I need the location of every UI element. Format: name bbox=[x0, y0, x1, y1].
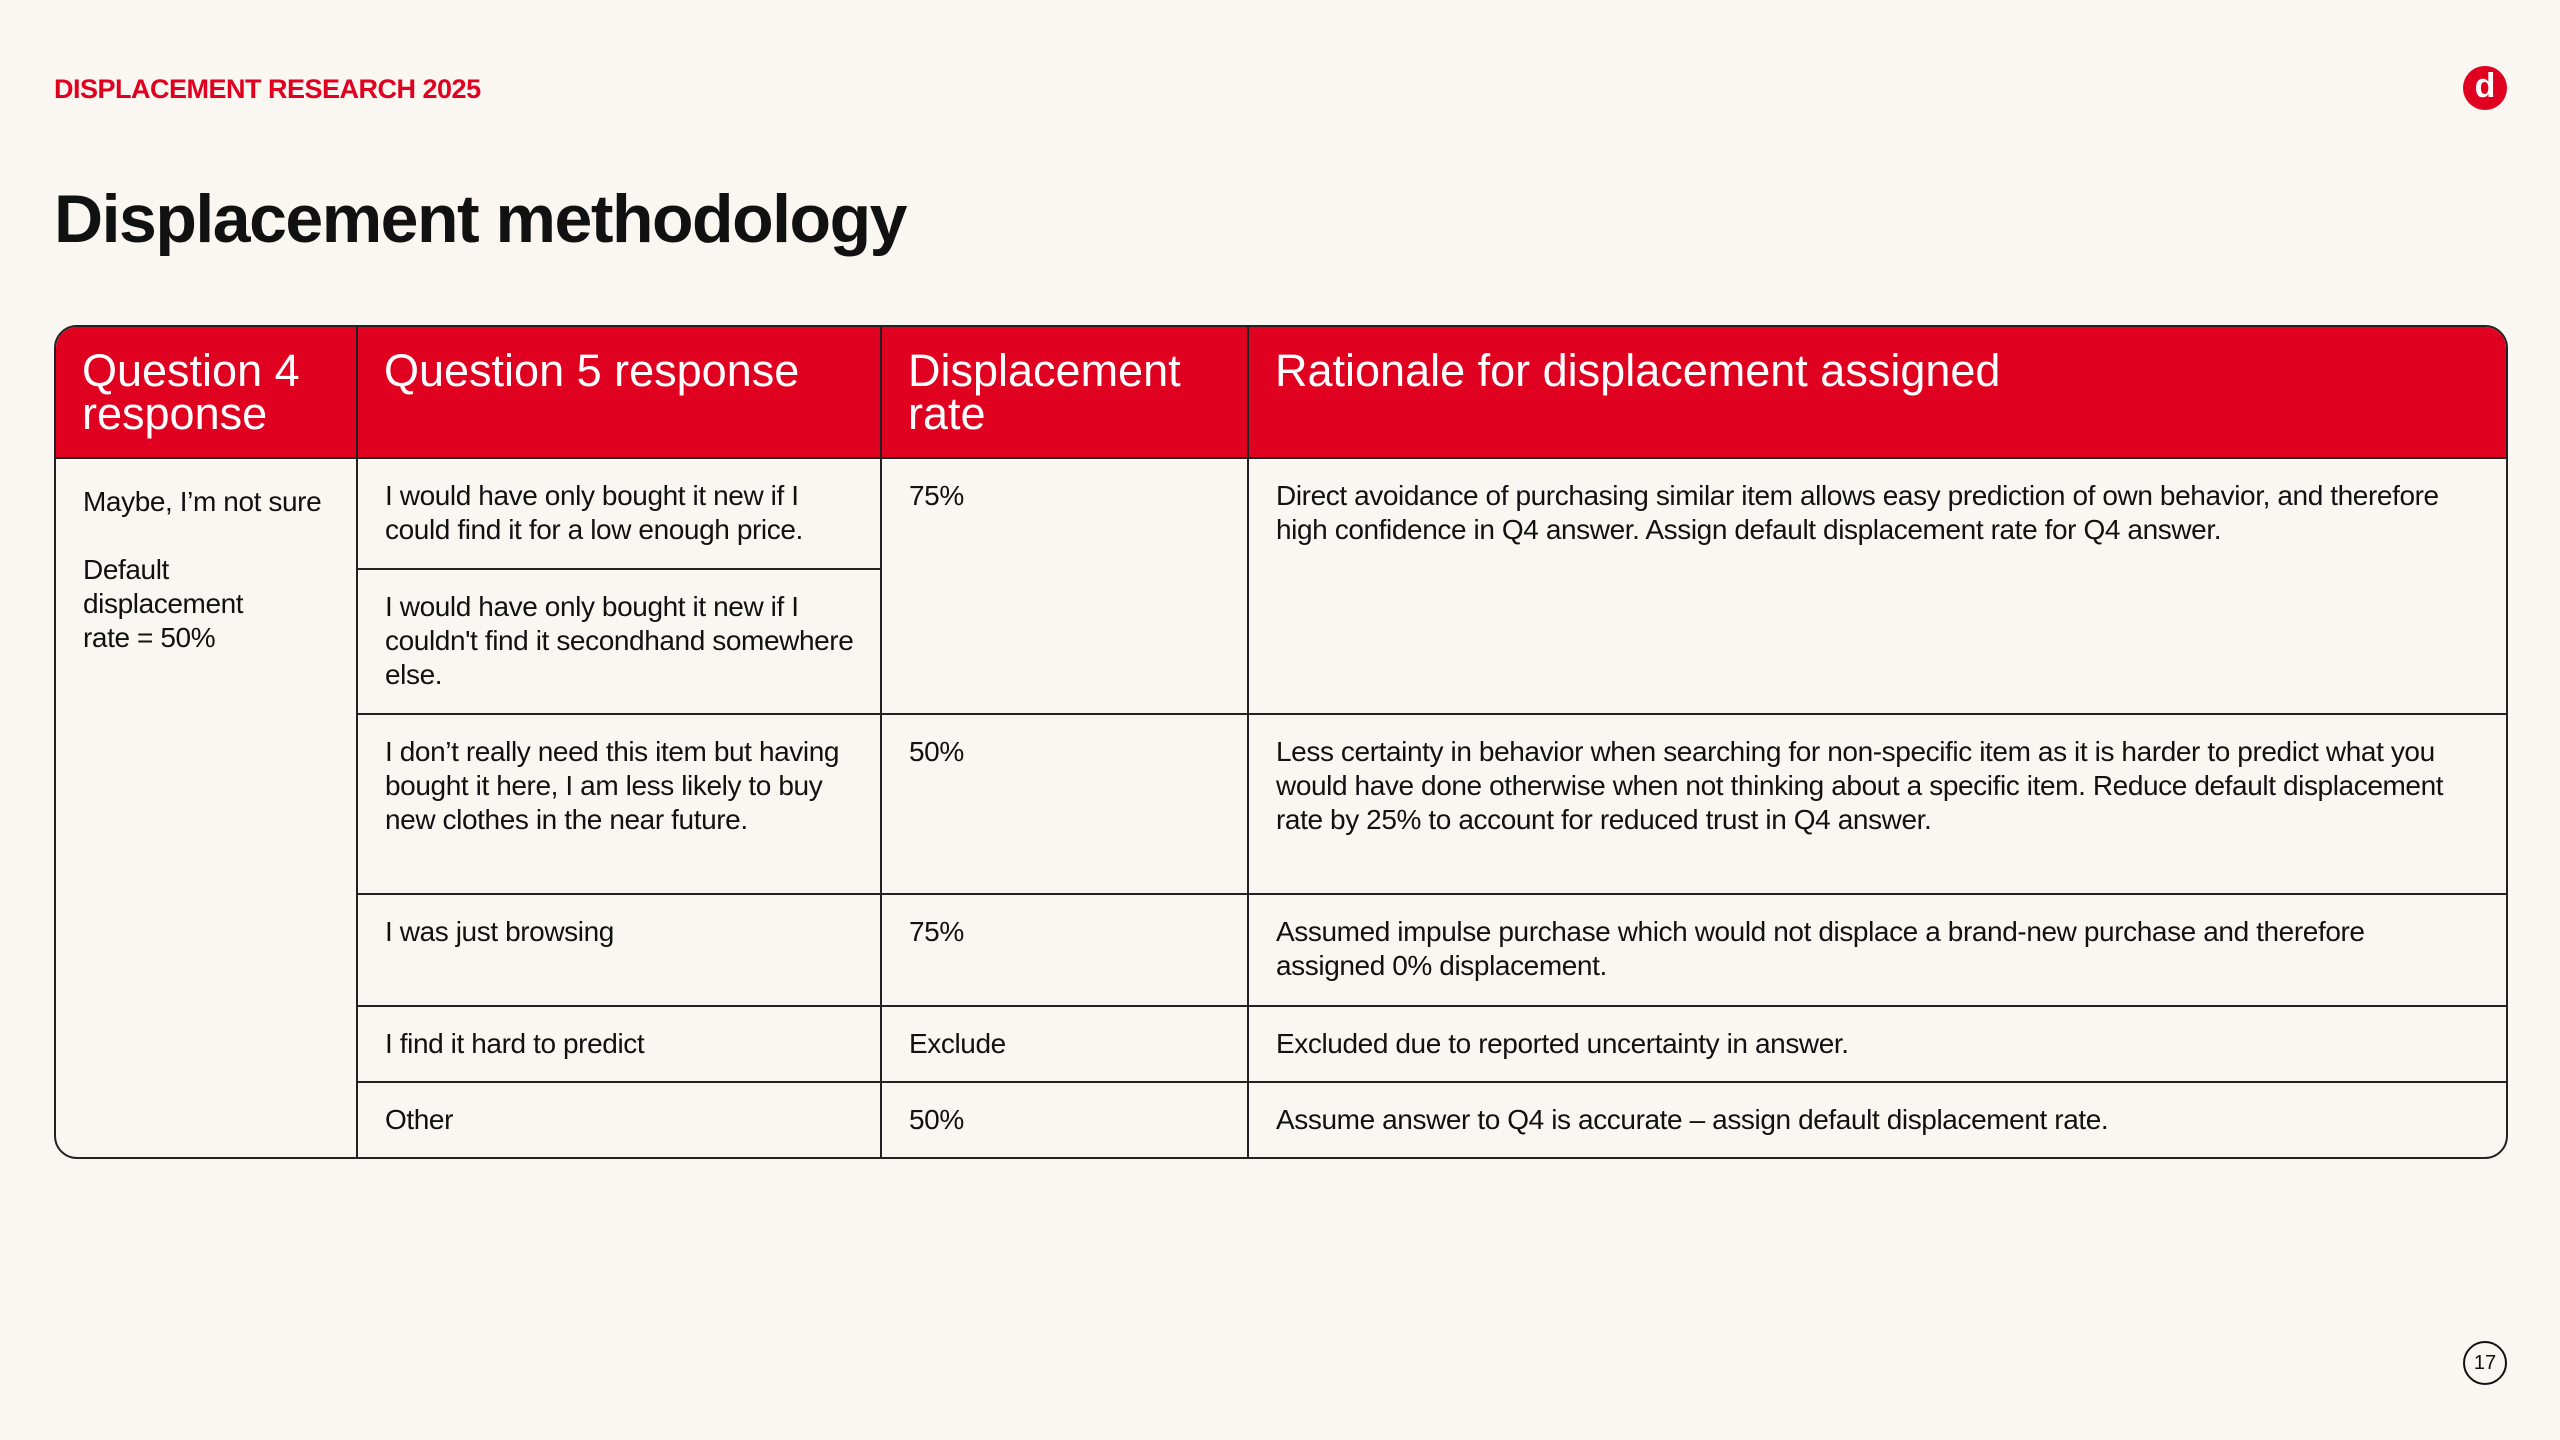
section-kicker: DISPLACEMENT RESEARCH 2025 bbox=[54, 74, 481, 104]
rate-cell: 50% bbox=[882, 1083, 1249, 1157]
q4-default-note: Default displacement rate = 50% bbox=[83, 554, 244, 653]
q5-cell: I would have only bought it new if I couldn't find it secondhand somewhere else. bbox=[358, 570, 882, 715]
methodology-table bbox=[54, 325, 2508, 1159]
q5-cell: I would have only bought it new if I could find it for a low enough price. bbox=[358, 459, 882, 570]
q5-cell: I find it hard to predict bbox=[358, 1007, 882, 1083]
q5-cell: Other bbox=[358, 1083, 882, 1157]
rationale-cell: Assume answer to Q4 is accurate – assign default displacement rate. bbox=[1276, 1104, 2109, 1135]
rationale-cell: Less certainty in behavior when searching for non-specific item as it is harder to predict what you would have done otherwise when not thinking about a specific item. Reduce default displacement rate by 25% to account for reduced trust in Q4 answer. bbox=[1249, 715, 2506, 895]
column-header-rate: Displacement rate bbox=[882, 327, 1249, 459]
rate-cell: 75% bbox=[882, 895, 1249, 1007]
rate-cell: 75% bbox=[882, 459, 1249, 715]
rationale-cell: Excluded due to reported uncertainty in answer. bbox=[1249, 1007, 2506, 1083]
column-header-rationale: Rationale for displacement assigned bbox=[1249, 327, 2506, 459]
brand-logo-icon: d bbox=[2463, 66, 2507, 110]
rate-cell: 50% bbox=[882, 715, 1249, 895]
rate-cell: Exclude bbox=[882, 1007, 1249, 1083]
rationale-cell: Direct avoidance of purchasing similar item allows easy prediction of own behavior, and therefore high confidence in Q4 answer. Assign default displacement rate for Q4 answer. bbox=[1249, 459, 2506, 715]
q5-cell: I was just browsing bbox=[358, 895, 882, 1007]
page-number: 17 bbox=[2463, 1341, 2507, 1385]
column-header-q5: Question 5 response bbox=[358, 327, 882, 459]
column-header-q4: Question 4 response bbox=[56, 327, 358, 459]
rationale-cell: Assumed impulse purchase which would not displace a brand-new purchase and therefore assigned 0% displacement. bbox=[1249, 895, 2506, 1007]
q5-cell: I don’t really need this item but having bought it here, I am less likely to buy new clothes in the near future. bbox=[358, 715, 882, 895]
page-title: Displacement methodology bbox=[54, 181, 906, 257]
q4-response: Maybe, I’m not sure bbox=[83, 486, 322, 517]
q4-response-cell bbox=[56, 459, 358, 1157]
